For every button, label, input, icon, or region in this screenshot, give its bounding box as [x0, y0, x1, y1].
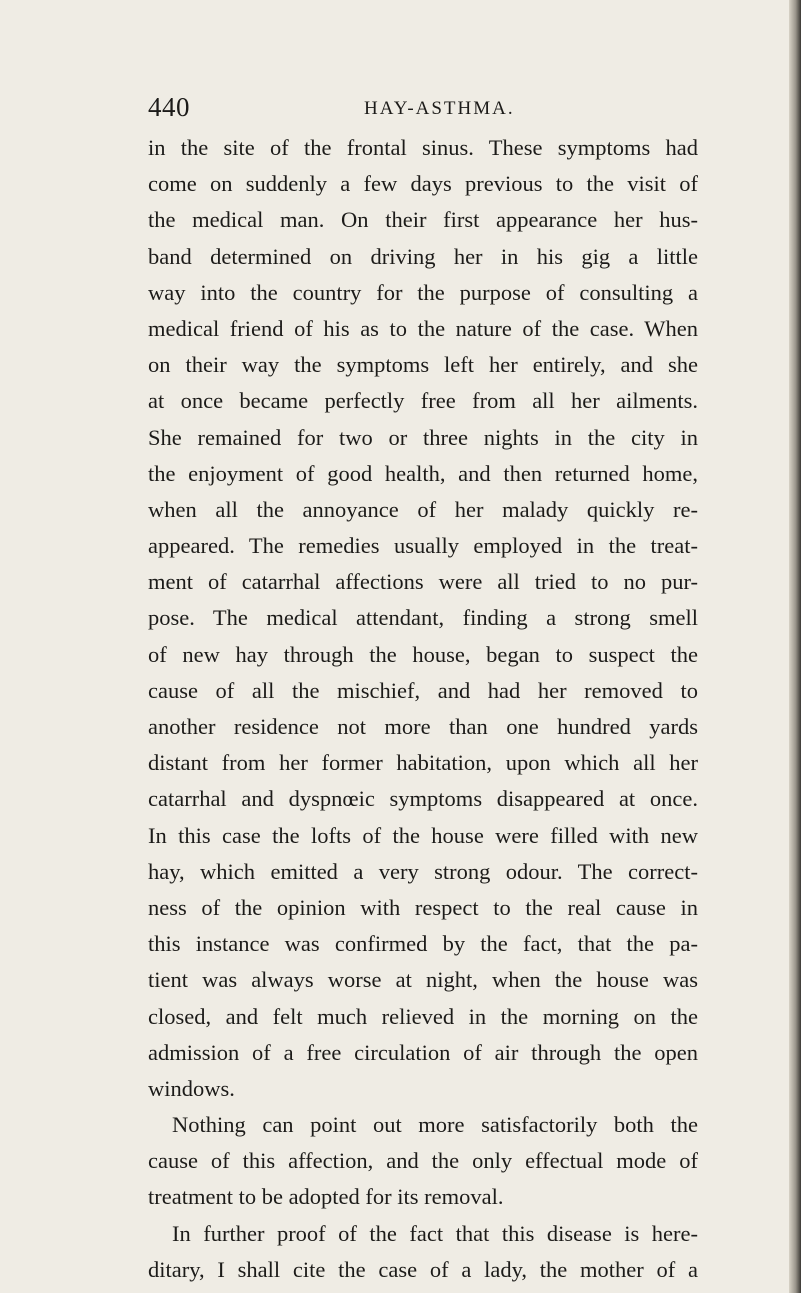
text-line: catarrhal and dyspnœic symptoms disappeared at once.: [148, 786, 698, 812]
text-line: medical friend of his as to the nature of the case. When: [148, 315, 698, 341]
text-line: at once became perfectly free from all her ailments.: [148, 388, 698, 414]
text-line: ditary, I shall cite the case of a lady, the mother of a: [148, 1256, 698, 1282]
text-line-paragraph-end: windows.: [148, 1075, 235, 1101]
text-line-paragraph-start: Nothing can point out more satisfactorily both the: [172, 1112, 698, 1138]
text-line: come on suddenly a few days previous to the visit of: [148, 171, 698, 197]
text-line: In this case the lofts of the house were filled with new: [148, 822, 698, 848]
text-line-paragraph-end: treatment to be adopted for its removal.: [148, 1184, 504, 1210]
page-header: [148, 92, 708, 132]
text-line: closed, and felt much relieved in the morning on the: [148, 1003, 698, 1029]
text-line: tient was always worse at night, when the house was: [148, 967, 698, 993]
text-line: in the site of the frontal sinus. These symptoms had: [148, 135, 698, 160]
text-line: the enjoyment of good health, and then returned home,: [148, 460, 698, 486]
text-line: when all the annoyance of her malady quickly re-: [148, 496, 698, 522]
text-line: appeared. The remedies usually employed in the treat-: [148, 533, 698, 559]
text-line-paragraph-start: In further proof of the fact that this disease is here-: [172, 1220, 698, 1246]
text-line: distant from her former habitation, upon which all her: [148, 750, 698, 776]
text-line: cause of this affection, and the only effectual mode of: [148, 1148, 698, 1174]
text-line: another residence not more than one hundred yards: [148, 714, 698, 739]
body-text: [148, 130, 698, 1288]
text-line: way into the country for the purpose of consulting a: [148, 279, 698, 305]
text-line: She remained for two or three nights in the city in: [148, 424, 698, 450]
text-line: hay, which emitted a very strong odour. The correct-: [148, 858, 698, 884]
text-line: of new hay through the house, began to suspect the: [148, 641, 698, 667]
running-head: HAY-ASTHMA.: [364, 98, 515, 119]
text-line: this instance was confirmed by the fact, that the pa-: [148, 931, 698, 957]
page-edge: [789, 0, 801, 1293]
text-line: the medical man. On their first appearance her hus-: [148, 207, 698, 233]
text-line: band determined on driving her in his gig a little: [148, 243, 698, 269]
text-line: pose. The medical attendant, finding a strong smell: [148, 605, 698, 631]
text-line: on their way the symptoms left her entirely, and she: [148, 352, 698, 378]
text-line: cause of all the mischief, and had her removed to: [148, 677, 698, 703]
text-line: ment of catarrhal affections were all tried to no pur-: [148, 569, 698, 595]
text-line: admission of a free circulation of air through the open: [148, 1039, 698, 1065]
text-line: ness of the opinion with respect to the real cause in: [148, 894, 698, 920]
page-number: 440: [148, 92, 190, 122]
